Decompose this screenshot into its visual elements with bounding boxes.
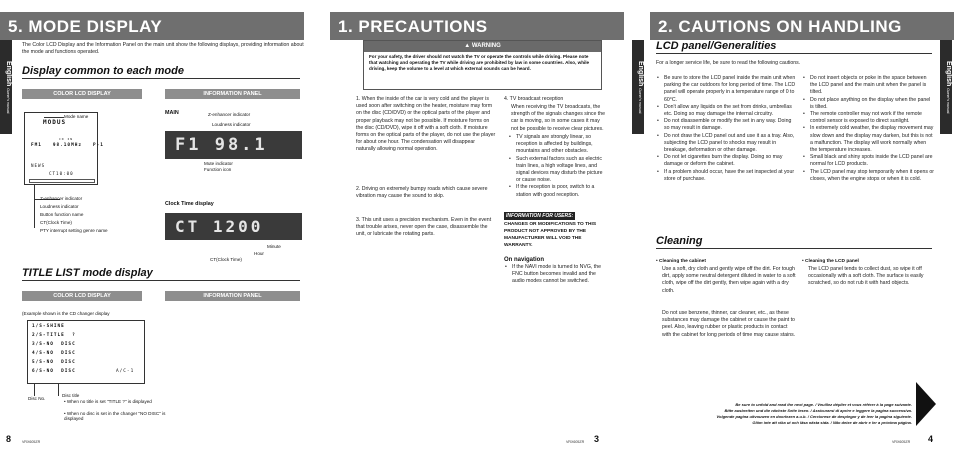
handling-intro: For a longer service life, be sure to read the following cautions. [656,60,801,66]
label-ct: CT(Clock Time) [40,220,72,225]
model-code-middle: VRX605ZR [566,440,585,444]
handling-item: • Do not insert objects or poke in the space between the LCD panel and the main unit when the panel is tilted. [802,75,934,97]
next-page-arrow-icon [916,382,936,426]
panel-label-function: Function icon [204,167,232,172]
tag-info-panel: INFORMATION PANEL [165,89,300,99]
side-tab-label: English [637,60,644,87]
warning-header [364,41,601,52]
warning-label: WARNING [471,43,501,49]
section-cleaning: Cleaning [656,235,932,249]
tag-color-lcd: COLOR LCD DISPLAY [22,89,142,99]
list-right-text: A/C-1 [116,369,135,374]
model-code-left: VRX605ZR [22,440,41,444]
warning-icon: ▲ [464,43,471,49]
lcdc-title-text: Cleaning the LCD panel [805,259,859,264]
handling-item: • The LCD panel may stop temporarily when it opens or closes, when the engine stops or when it is cold. [802,169,934,183]
side-tab-sub: Owner's manual [6,88,10,114]
precaution-3: 3. This unit uses a precision mechanism. Even in the event that trouble arises, never open the case, disassemble the unit, or lubricate the rotating parts. [356,217,492,238]
label-disc-title: Disc title [62,393,80,398]
footer-line: Volgende pagina uitvouwen en doorlezen a.u.b. / Cerciorese de desplegar y de leer la pagina siguiente. [716,414,912,419]
label-main: MAIN [165,110,179,116]
handling-item: • The remote controller may not work if the remote control sensor is exposed to direct sunlight. [802,111,934,125]
lcdc-text: The LCD panel tends to collect dust, so wipe it off occasionally with a soft cloth. The surface is easily scratched, so do not rub it with hard objects. [808,266,924,287]
list-row-5: 5/S-NO DISC [32,360,76,365]
handling-item: • Do not let cigarettes burn the display. Doing so may damage or deform the cabinet. [656,154,796,168]
handling-item: • If a problem should occur, have the set inspected at your store of purchase. [656,169,796,183]
label-no-disc: • When no disc is set in the changer "NO DISC" is displayed [64,411,166,421]
side-tab-label: English [945,60,952,87]
lcd-frequency: FM1 98.10MHz P-1 [31,143,104,148]
panel-label-mute: Mute indicator [204,161,233,166]
model-code-right: VRX605ZR [892,440,911,444]
info-panel-clock [165,213,302,240]
section-title-list: TITLE LIST mode display [22,267,300,281]
side-tab-sub: Owner's manual [638,88,642,114]
label-button-function: Button function name [40,212,84,217]
page-title-cautions: 2. CAUTIONS ON HANDLING [650,12,954,40]
handling-item: • Do not place anything on the display when the panel is tilted. [802,97,934,111]
footer-line: Be sure to unfold and read the next page. / Veuillez déplier et vous référer à la page suivante. [735,402,912,407]
lcd-small-label: CD IN [59,137,74,141]
page-title-mode-display: 5. MODE DISPLAY [0,12,304,40]
list-row-2: 2/S-TITLE ? [32,333,76,338]
precaution-4-title: 4. TV broadcast reception [504,96,564,102]
precaution-4-bullets [508,134,606,199]
side-tab-english-right [940,40,952,134]
label-clock-time: Clock Time display [165,201,214,207]
list-row-3: 3/S-NO DISC [32,342,76,347]
nav-bullets [504,264,610,286]
cab-title: • Cleaning the cabinet [656,259,706,264]
lcd-mode-name: MODUS [43,119,67,126]
label-z-enhancer: Z-enhancer indicator [40,196,83,201]
tag-info-panel-2: INFORMATION PANEL [165,291,300,301]
side-tab-sub: Owner's manual [946,88,950,114]
panel-clock-readout: CT 1200 [175,217,264,236]
label-pty: PTY interrupt setting genre name [40,228,108,233]
precaution-4-text: When receiving the TV broadcasts, the strength of the signals changes since the car is moving, so in some cases it may not be possible to receive clear pictures. [511,104,606,132]
bullet-item: • TV signals are strongly linear, so reception is affected by buildings, mountains and other obstacles. [508,134,606,156]
example-caption: (Example shown is the CD changer display [22,311,110,316]
handling-item: • Don't allow any liquids on the set from drinks, umbrellas etc. Doing so may damage the internal circuitry. [656,104,796,118]
warning-text: For your safety, the driver should not watch the TV or operate the controls while driving. Please note that watching and operating the TV while driving are prohibited by law in some countries. Also, while driving, keep the volume to a level at which external sounds can be heard. [369,54,590,71]
title-list-lcd [27,320,145,384]
label-disc-no: Disc No. [28,396,46,401]
handling-list-col1 [656,75,796,183]
page-number-4: 4 [928,434,934,444]
handling-item: • Be sure to store the LCD panel inside the main unit when parking the car outdoors for long period of time. The LCD panel will operate properly in a temperature range of 0 to 60°C. [656,75,796,104]
panel-label-loudness: Loudness indicator [212,122,251,127]
list-row-4: 4/S-NO DISC [32,351,76,356]
precaution-1: 1. When the inside of the car is very cold and the player is used soon after switching on the heater, moisture may form on the disc (CD/DVD) or the optical parts of the player and proper playback may not be possible. If moisture forms on the disc (CD/DVD), wipe it off with a soft cloth. If moisture forms on the optical parts of the player, do not use the player for about one hour. The condensation will disappear naturally allowing normal operation. [356,96,496,153]
info-panel-main [165,131,302,159]
warning-box [363,40,602,90]
mode-display-intro: The Color LCD Display and the Information Panel on the main unit show the following displays, providing information about the mode and functions operated. [22,42,304,56]
panel-label-ct: CT(Clock Time) [210,257,242,262]
handling-item: • Do not draw the LCD panel out and use it as a tray. Also, subjecting the LCD panel to shocks may result in breakage, deformation or other damage. [656,133,796,155]
cab-title-text: Cleaning the cabinet [659,259,706,264]
page-title-precautions: 1. PRECAUTIONS [330,12,624,40]
nav-title: On navigation [504,257,545,263]
side-tab-english-mid [632,40,644,134]
panel-label-z: Z-enhancer indicator [208,112,251,117]
list-row-6: 6/S-NO DISC [32,369,76,374]
side-tab-english [0,40,12,134]
section-display-common: Display common to each mode [22,65,300,79]
precaution-2: 2. Driving on extremely bumpy roads which cause severe vibration may cause the sound to skip. [356,186,488,200]
handling-item: • Do not disassemble or modify the set in any way. Doing so may result in damage. [656,118,796,132]
nav-bullet-item: • If the NAVI mode is turned to NVG, the FNC button becomes invalid and the audio modes cannot be switched. [504,264,610,286]
color-lcd-display-main [24,112,104,185]
handling-item: • In extremely cold weather, the display movement may slow down and the display may darken, but this is not a malfunction. The display will work normally when the temperature increases. [802,125,934,154]
footer-line: Bitte ausbreiten und die nächste Seite lesen. / Assicurarsi di aprire e leggere la pagina successiva. [724,408,912,413]
lcd-news: NEWS [31,163,46,168]
page-number-3: 3 [594,434,600,444]
label-mode-name: Mode name [64,114,89,119]
handling-list-col2 [802,75,934,183]
tag-color-lcd-2: COLOR LCD DISPLAY [22,291,142,301]
cab-text-2: Do not use benzene, thinner, car cleaner, etc., as these substances may damage the cabinet or cause the paint to peel. Also, leaving rubber or plastic products in contact with the cabinet for long periods of time may cause stains. [662,310,796,338]
panel-main-readout: F1 98.1 [175,135,268,155]
cab-text: Use a soft, dry cloth and gently wipe off the dirt. For tough dirt, apply some neutral detergent diluted in water to a soft cloth, wipe off the dirt gently, then wipe again with a dry cloth. [662,266,796,294]
footer-line: Glöm inte att vika ut och läsa nästa sida. / Não deixe de abrir e ler a próxima página. [752,420,912,425]
lcd-clock: CT10:00 [49,171,74,176]
bullet-item: • If the reception is poor, switch to a station with good reception. [508,184,606,198]
footer-notice [650,402,912,426]
lcd-button-bar [29,179,95,183]
page-number-8: 8 [6,434,12,444]
panel-label-minute: Minute [267,244,281,249]
label-no-title: • When no title is set "TITLE ?" is displayed [64,399,152,404]
side-tab-label: English [5,60,12,87]
panel-label-hour: Hour [254,251,264,256]
handling-item: • Small black and shiny spots inside the LCD panel are normal for LCD products. [802,154,934,168]
label-loudness: Loudness indicator [40,204,79,209]
lcdc-title: • Cleaning the LCD panel [802,259,859,264]
info-users-label: INFORMATION FOR USERS: [506,213,574,219]
section-lcd-panel: LCD panel/Generalities [656,40,932,54]
bullet-item: • Such external factors such as electric train lines, a high voltage lines, and signal devices may disturb the picture or cause noise. [508,156,606,185]
list-row-1: 1/S-SHINE [32,324,65,329]
info-users-text: CHANGES OR MODIFICATIONS TO THIS PRODUCT NOT APPROVED BY THE MANUFACTURER WILL VOID THE WARRANTY. [504,222,597,248]
